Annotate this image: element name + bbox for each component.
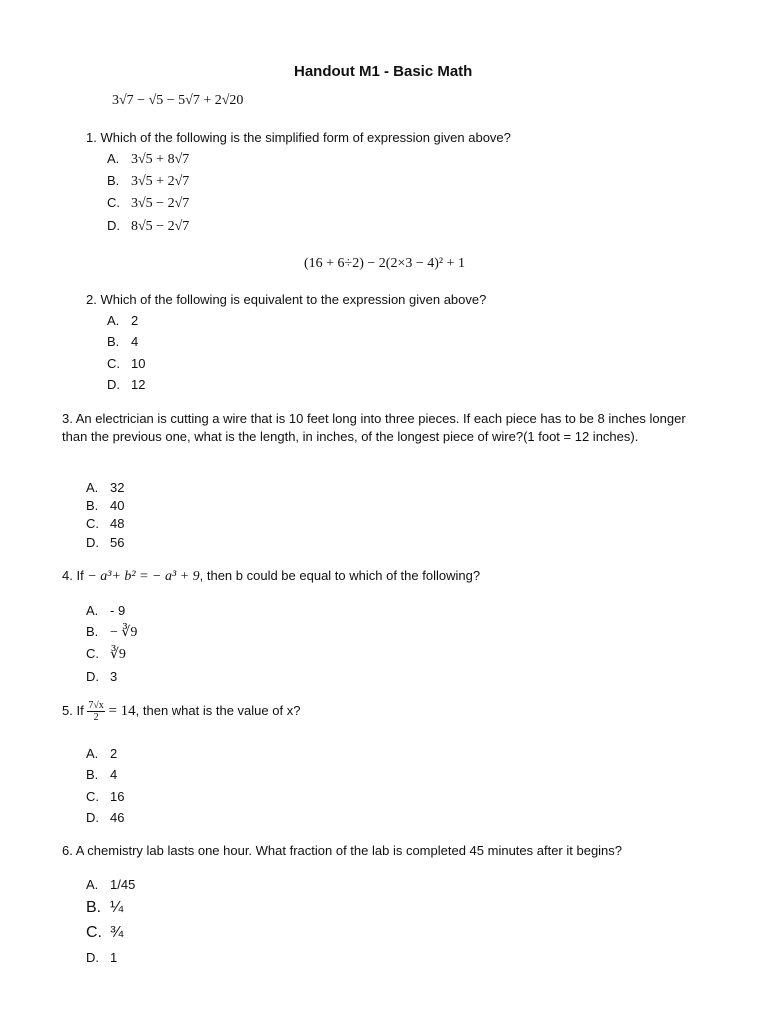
question-5-option-c: C. 16: [86, 789, 125, 804]
question-1-option-c: C. 3√5 − 2√7: [107, 195, 190, 211]
question-3-option-c: C. 48: [86, 516, 125, 531]
question-5-option-b: B. 4: [86, 767, 118, 782]
question-4-equation: − a³+ b² = − a³ + 9: [87, 569, 200, 584]
question-5-text: 5. If $\frac{7√x}{2}$ = 14, then what is the value of x?: [62, 700, 301, 723]
question-4-option-a: A. - 9: [86, 603, 126, 618]
page-title: Handout M1 - Basic Math: [294, 63, 473, 80]
question-6-option-a: A. 1/45: [86, 877, 136, 892]
question-1-text: 1. Which of the following is the simplified form of expression given above?: [86, 130, 511, 145]
question-5-option-d: D. 46: [86, 810, 125, 825]
question-4-option-c: C. ∛9: [86, 646, 126, 662]
question-3-option-d: D. 56: [86, 535, 125, 550]
expression-2: (16 + 6÷2) − 2(2×3 − 4)² + 1: [304, 256, 466, 271]
question-6-option-c: C. ¾: [86, 924, 124, 941]
question-3-text: 3. An electrician is cutting a wire that is 10 feet long into three pieces. If each piece has to be 8 inches longer than the previous one, what is the length, in inches, of the longest piece of wire?(1 foot = 12 inches).: [62, 411, 686, 444]
question-6-text: 6. A chemistry lab lasts one hour. What fraction of the lab is completed 45 minutes after it begins?: [62, 843, 623, 858]
question-6-option-b: B. ¼: [86, 899, 124, 916]
question-3-option-b: B. 40: [86, 498, 125, 513]
question-6-option-d: D. 1: [86, 950, 118, 965]
question-5-option-a: A. 2: [86, 746, 118, 761]
question-5-fraction: $\frac{7√x}{2}$: [88, 700, 104, 723]
question-2-option-a: A. 2: [107, 313, 139, 328]
question-1-option-b: B. 3√5 + 2√7: [107, 173, 190, 189]
question-1-option-d: D. 8√5 − 2√7: [107, 218, 190, 234]
question-2-text: 2. Which of the following is equivalent to the expression given above?: [86, 292, 487, 307]
question-1-option-a: A. 3√5 + 8√7: [107, 151, 190, 167]
question-2-option-c: C. 10: [107, 356, 146, 371]
question-3-option-a: A. 32: [86, 480, 125, 495]
expression-1: 3√7 − √5 − 5√7 + 2√20: [112, 93, 244, 108]
question-2-option-d: D. 12: [107, 377, 146, 392]
question-4-text: 4. If − a³+ b² = − a³ + 9, then b could be equal to which of the following?: [62, 568, 481, 584]
question-2-option-b: B. 4: [107, 334, 139, 349]
question-4-option-d: D. 3: [86, 669, 118, 684]
question-4-option-b: B. − ∛9: [86, 624, 138, 640]
